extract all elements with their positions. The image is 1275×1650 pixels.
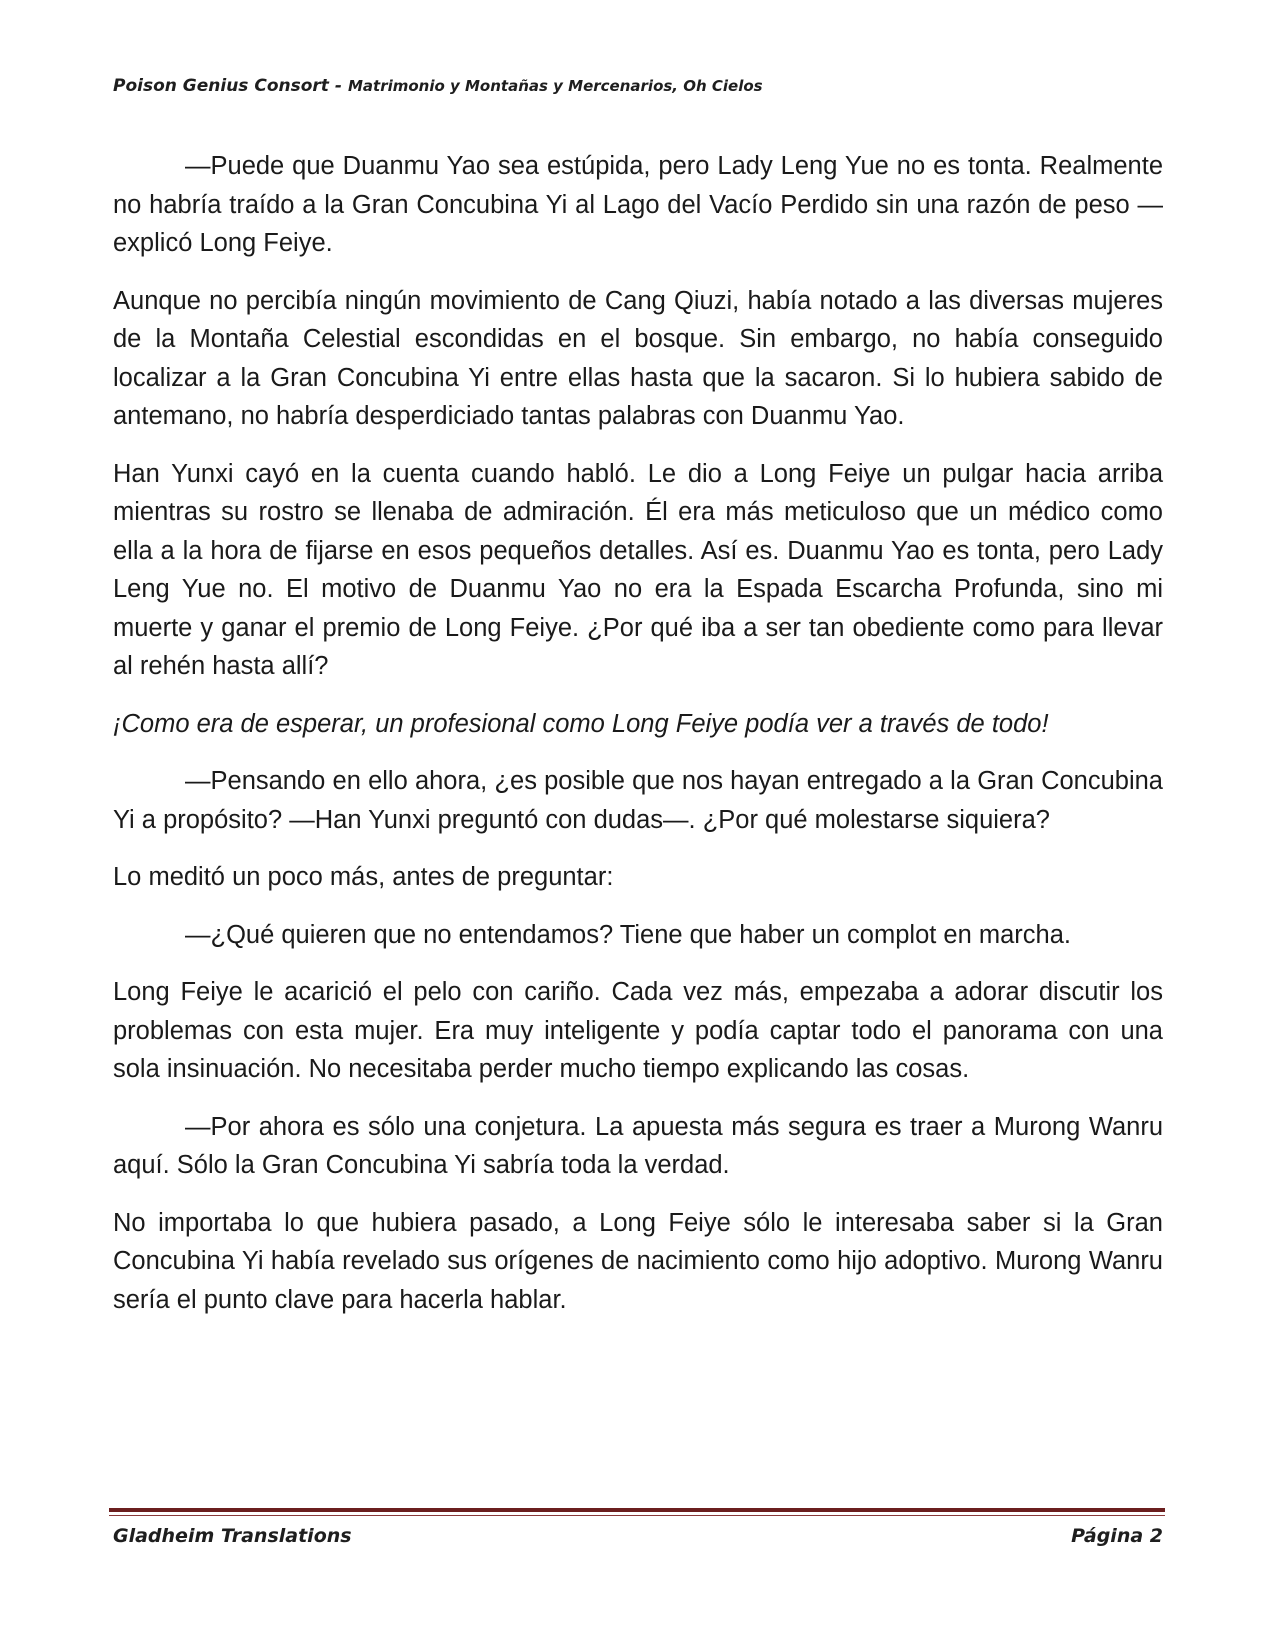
paragraph-3: Han Yunxi cayó en la cuenta cuando habló. Le dio a Long Feiye un pulgar hacia arriba mientras su rostro se llenaba de admiración. Él era más meticuloso que un médico como ella a la hora de fijarse en esos pequeños detalles. Así es. Duanmu Yao es tonta, pero Lady Leng Yue no. El motivo de Duanmu Yao no era la Espada Escarcha Profunda, sino mi muerte y ganar el premio de Long Feiye. ¿Por qué iba a ser tan obediente como para llevar al rehén hasta allí? (113, 459, 1163, 680)
paragraph-7: —¿Qué quieren que no entendamos? Tiene que haber un complot en marcha. (185, 920, 1071, 949)
paragraph-4: ¡Como era de esperar, un profesional como Long Feiye podía ver a través de todo! (113, 709, 1049, 738)
chapter-title: Matrimonio y Montañas y Mercenarios, Oh Cielos (347, 77, 763, 95)
footer-divider-thin (109, 1515, 1165, 1516)
footer-divider (109, 1508, 1165, 1512)
footer-credit: Gladheim Translations (113, 1525, 352, 1547)
paragraph-1: —Puede que Duanmu Yao sea estúpida, pero Lady Leng Yue no es tonta. Realmente no habría traído a la Gran Concubina Yi al Lago del Vacío Perdido sin una razón de peso —explicó Long Feiye. (113, 152, 1163, 257)
header-separator: - (334, 76, 342, 96)
paragraph-8: Long Feiye le acarició el pelo con cariño. Cada vez más, empezaba a adorar discutir los problemas con esta mujer. Era muy inteligente y podía captar todo el panorama con una sola insinuación. No necesitaba perder mucho tiempo explicando las cosas. (113, 978, 1163, 1083)
paragraph-2: Aunque no percibía ningún movimiento de Cang Qiuzi, había notado a las diversas mujeres de la Montaña Celestial escondidas en el bosque. Sin embargo, no había conseguido localizar a la Gran Concubina Yi entre ellas hasta que la sacaron. Si lo hubiera sabido de antemano, no habría desperdiciado tantas palabras con Duanmu Yao. (113, 286, 1163, 430)
paragraph-10: No importaba lo que hubiera pasado, a Long Feiye sólo le interesaba saber si la Gran Concubina Yi había revelado sus orígenes de nacimiento como hijo adoptivo. Murong Wanru sería el punto clave para hacerla hablar. (113, 1208, 1163, 1314)
book-title: Poison Genius Consort (113, 76, 329, 96)
paragraph-6: Lo meditó un poco más, antes de preguntar: (113, 863, 614, 891)
page-body (113, 147, 1163, 1338)
page-header (113, 76, 1163, 96)
paragraph-5: —Pensando en ello ahora, ¿es posible que nos hayan entregado a la Gran Concubina Yi a propósito? —Han Yunxi preguntó con dudas—. ¿Por qué molestarse siquiera? (113, 767, 1163, 834)
page-number: Página 2 (1071, 1525, 1163, 1547)
paragraph-9: —Por ahora es sólo una conjetura. La apuesta más segura es traer a Murong Wanru aquí. Sólo la Gran Concubina Yi sabría toda la verdad. (113, 1112, 1163, 1179)
